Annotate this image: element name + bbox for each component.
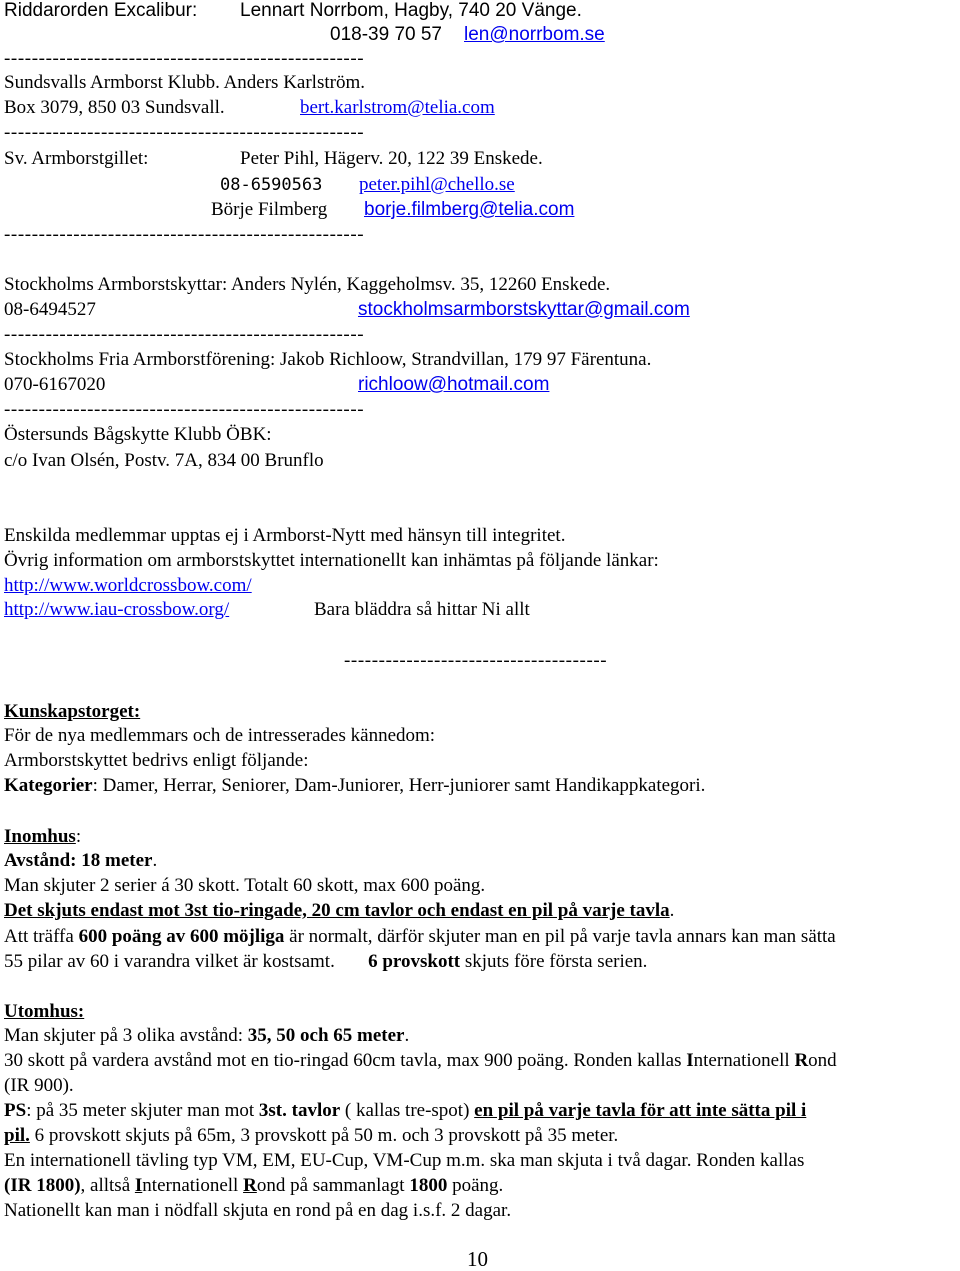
sundsvall-line: Sundsvalls Armborst Klubb. Anders Karlström. xyxy=(4,72,365,93)
kunskapstorget-heading: Kunskapstorget: xyxy=(4,701,141,722)
armborstgillet-club: Sv. Armborstgillet: xyxy=(4,148,149,169)
text-bold: I xyxy=(686,1050,694,1071)
text-bold: 3st. tavlor xyxy=(258,1100,341,1121)
separator: ---------------------------------------------------- xyxy=(4,122,365,143)
inomhus-colon: : xyxy=(75,826,82,847)
text: ond på sammanlagt xyxy=(256,1175,410,1196)
ostersund-line2: c/o Ivan Olsén, Postv. 7A, 834 00 Brunflo xyxy=(4,450,324,471)
armborstgillet-contact2: Börje Filmberg xyxy=(211,199,328,220)
inomhus-para2 xyxy=(4,951,647,973)
text-bold: PS xyxy=(4,1100,27,1121)
utomhus-line1 xyxy=(4,1025,409,1047)
text: ( kallas tre-spot) xyxy=(340,1100,475,1121)
utomhus-line8: Nationellt kan man i nödfall skjuta en rond på en dag i.s.f. 2 dagar. xyxy=(4,1200,512,1221)
inomhus-rule-line xyxy=(4,900,674,922)
utomhus-line6: En internationell tävling typ VM, EM, EU-Cup, VM-Cup m.m. ska man skjuta i två dagar. Ronden kallas xyxy=(4,1150,805,1171)
text-bold: 6 provskott xyxy=(368,951,461,972)
inomhus-line1: Man skjuter 2 serier á 30 skott. Totalt 60 skott, max 600 poäng. xyxy=(4,875,486,896)
info-line1: Enskilda medlemmar upptas ej i Armborst-Nytt med hänsyn till integritet. xyxy=(4,525,566,546)
text-bold-underline: I xyxy=(134,1175,143,1196)
utomhus-line2 xyxy=(4,1050,837,1072)
separator: ---------------------------------------------------- xyxy=(4,399,365,420)
fria-line: Stockholms Fria Armborstförening: Jakob Richloow, Strandvillan, 179 97 Färentuna. xyxy=(4,349,652,370)
armborstgillet-email-link[interactable]: peter.pihl@chello.se xyxy=(359,174,515,195)
armborstgillet-phone: 08-6590563 xyxy=(220,175,323,195)
utomhus-line7 xyxy=(4,1175,503,1197)
info-line2: Övrig information om armborstskyttet internationellt kan inhämtas på följande länkar: xyxy=(4,550,659,571)
text-bold: 600 poäng av 600 möjliga xyxy=(78,926,285,947)
section-separator: -------------------------------------- xyxy=(344,650,608,671)
sundsvall-email-link[interactable]: bert.karlstrom@telia.com xyxy=(300,97,495,118)
text: skjuts före första serien. xyxy=(460,951,648,972)
armborstgillet-address: Peter Pihl, Hägerv. 20, 122 39 Enskede. xyxy=(240,148,543,169)
links-note: Bara bläddra så hittar Ni allt xyxy=(314,599,530,620)
text-bold: 35, 50 och 65 meter xyxy=(247,1025,405,1046)
kategorier-line xyxy=(4,775,705,797)
inomhus-distance-line xyxy=(4,850,157,872)
worldcrossbow-link[interactable]: http://www.worldcrossbow.com/ xyxy=(4,575,252,596)
utomhus-line3: (IR 900). xyxy=(4,1075,74,1096)
text: Att träffa xyxy=(4,926,79,947)
text-bold-underline: en pil på varje tavla för att inte sätta pil i xyxy=(474,1100,807,1121)
inomhus-heading-line xyxy=(4,826,81,848)
inomhus-distance-dot: . xyxy=(152,850,158,871)
text-bold-underline: pil. xyxy=(4,1125,30,1146)
text: ond xyxy=(808,1050,837,1071)
text-bold: R xyxy=(794,1050,809,1071)
text-bold: 1800 xyxy=(409,1175,448,1196)
text: 6 provskott skjuts på 65m, 3 provskott på 50 m. och 3 provskott på 35 meter. xyxy=(29,1125,619,1146)
kunskap-line1: För de nya medlemmars och de intresserades kännedom: xyxy=(4,725,436,746)
text: nternationell xyxy=(142,1175,244,1196)
text: , alltså xyxy=(80,1175,135,1196)
separator: ---------------------------------------------------- xyxy=(4,48,365,69)
excalibur-club: Riddarorden Excalibur: xyxy=(4,0,198,21)
text: : på 35 meter skjuter man mot xyxy=(26,1100,259,1121)
text: nternationell xyxy=(693,1050,795,1071)
text: 55 pilar av 60 i varandra vilket är kostsamt. xyxy=(4,951,369,972)
fria-phone: 070-6167020 xyxy=(4,374,106,395)
stockholms-email-link[interactable]: stockholmsarmborstskyttar@gmail.com xyxy=(358,299,690,320)
armborstgillet-email2-link[interactable]: borje.filmberg@telia.com xyxy=(364,199,575,220)
text: är normalt, därför skjuter man en pil på varje tavla annars kan man sätta xyxy=(284,926,836,947)
text: poäng. xyxy=(447,1175,504,1196)
inomhus-para1 xyxy=(4,926,836,948)
utomhus-line5 xyxy=(4,1125,618,1147)
text-bold: (IR 1800) xyxy=(4,1175,81,1196)
kategorier-label: Kategorier xyxy=(4,775,93,796)
inomhus-rule-dot: . xyxy=(669,900,675,921)
text: . xyxy=(404,1025,410,1046)
separator: ---------------------------------------------------- xyxy=(4,224,365,245)
separator: ---------------------------------------------------- xyxy=(4,324,365,345)
fria-email-link[interactable]: richloow@hotmail.com xyxy=(358,374,550,395)
page-number: 10 xyxy=(467,1247,488,1271)
text: 30 skott på vardera avstånd mot en tio-ringad 60cm tavla, max 900 poäng. Ronden kallas xyxy=(4,1050,687,1071)
kategorier-text: : Damer, Herrar, Seniorer, Dam-Juniorer, Herr-juniorer samt Handikappkategori. xyxy=(92,775,706,796)
excalibur-address: Lennart Norrbom, Hagby, 740 20 Vänge. xyxy=(240,0,582,21)
excalibur-phone: 018-39 70 57 xyxy=(330,24,442,45)
text: Man skjuter på 3 olika avstånd: xyxy=(4,1025,248,1046)
utomhus-line4 xyxy=(4,1100,806,1122)
utomhus-heading: Utomhus: xyxy=(4,1001,85,1022)
stockholms-line: Stockholms Armborstskyttar: Anders Nylén, Kaggeholmsv. 35, 12260 Enskede. xyxy=(4,274,611,295)
text-bold-underline: R xyxy=(243,1175,257,1196)
inomhus-heading: Inomhus xyxy=(4,826,76,847)
sundsvall-address: Box 3079, 850 03 Sundsvall. xyxy=(4,97,225,118)
ostersund-line1: Östersunds Bågskytte Klubb ÖBK: xyxy=(4,424,272,445)
stockholms-phone: 08-6494527 xyxy=(4,299,96,320)
kunskap-line2: Armborstskyttet bedrivs enligt följande: xyxy=(4,750,309,771)
inomhus-rule: Det skjuts endast mot 3st tio-ringade, 20 cm tavlor och endast en pil på varje tavla xyxy=(4,900,670,921)
inomhus-distance: Avstånd: 18 meter xyxy=(4,850,153,871)
excalibur-email-link[interactable]: len@norrbom.se xyxy=(464,24,605,45)
iau-crossbow-link[interactable]: http://www.iau-crossbow.org/ xyxy=(4,599,230,620)
